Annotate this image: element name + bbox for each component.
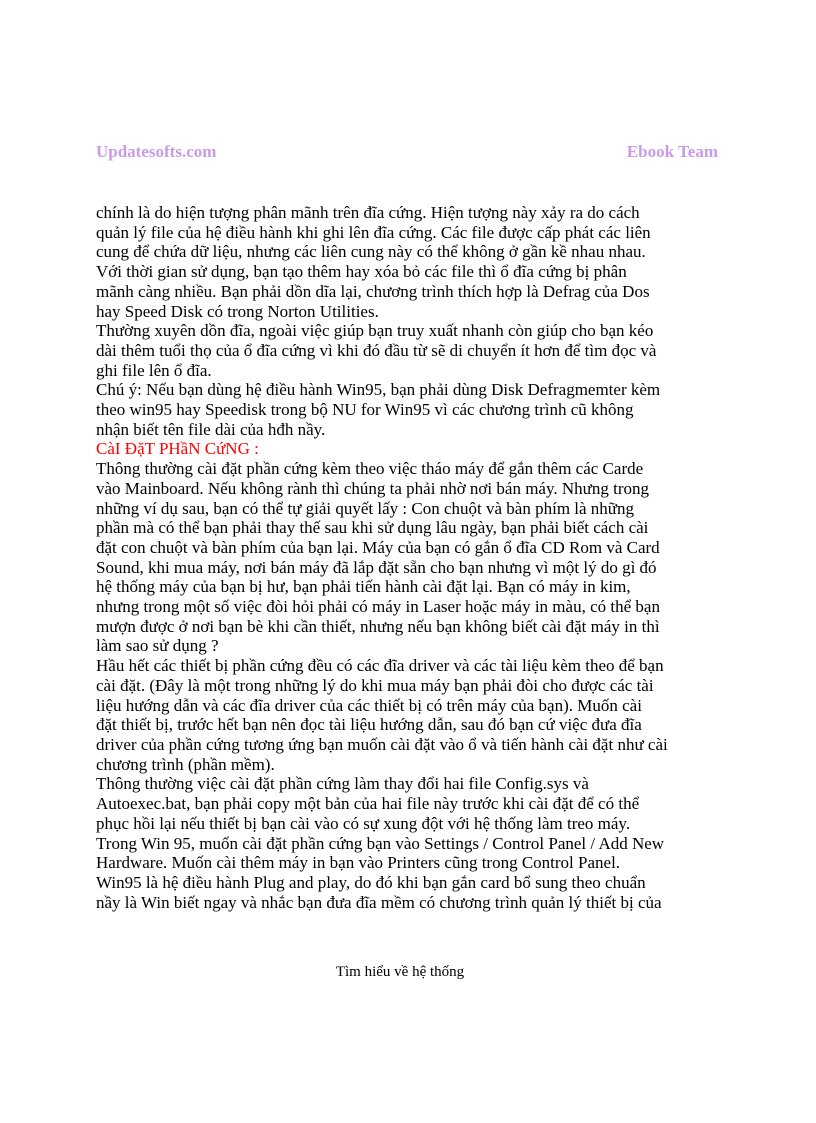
text-line: mượn được ở nơi bạn bè khi cần thiết, nhưng nếu bạn không biết cài đặt máy in thì bbox=[96, 616, 660, 636]
body-text-after-heading bbox=[96, 459, 736, 912]
text-line: Với thời gian sử dụng, bạn tạo thêm hay xóa bỏ các file thì ổ đĩa cứng bị phân bbox=[96, 262, 627, 282]
text-line: những ví dụ sau, bạn có thể tự giải quyết lấy : Con chuột và bàn phím là những bbox=[96, 498, 635, 518]
text-line: Hardware. Muốn cài thêm máy in bạn vào Printers cũng trong Control Panel. bbox=[96, 853, 621, 873]
header-site-name: Updatesofts.com bbox=[96, 142, 217, 161]
text-line: hay Speed Disk có trong Norton Utilities. bbox=[96, 301, 379, 321]
text-line: quản lý file của hệ điều hành khi ghi lên đĩa cứng. Các file được cấp phát các liên bbox=[96, 222, 651, 242]
text-line: làm sao sử dụng ? bbox=[96, 636, 219, 656]
text-line: phục hồi lại nếu thiết bị bạn cài vào có sự xung đột với hệ thống làm treo máy. bbox=[96, 813, 631, 833]
text-line: liệu hướng dẫn và các đĩa driver của các thiết bị có trên máy của bạn). Muốn cài bbox=[96, 695, 642, 715]
text-line: cài đặt. (Đây là một trong những lý do khi mua máy bạn phải đòi cho được các tài bbox=[96, 675, 654, 695]
text-line: đặt con chuột và bàn phím của bạn lại. Máy của bạn có gắn ổ đĩa CD Rom và Card bbox=[96, 537, 660, 557]
text-line: hệ thống máy của bạn bị hư, bạn phải tiến hành cài đặt lại. Bạn có máy in kim, bbox=[96, 577, 631, 597]
text-line: theo win95 hay Speedisk trong bộ NU for Win95 vì các chương trình cũ không bbox=[96, 400, 634, 420]
text-line: nầy là Win biết ngay và nhắc bạn đưa đĩa mềm có chương trình quản lý thiết bị của bbox=[96, 892, 662, 912]
text-line: chương trình (phần mềm). bbox=[96, 754, 275, 774]
text-line: Win95 là hệ điều hành Plug and play, do đó khi bạn gắn card bổ sung theo chuẩn bbox=[96, 872, 646, 892]
section-heading: CàI ĐặT PHầN CứNG : bbox=[96, 439, 259, 459]
text-line: vào Mainboard. Nếu không rành thì chúng ta phải nhờ nơi bán máy. Nhưng trong bbox=[96, 478, 649, 498]
text-line: Trong Win 95, muốn cài đặt phần cứng bạn vào Settings / Control Panel / Add New bbox=[96, 833, 665, 853]
text-line: driver của phần cứng tương ứng bạn muốn cài đặt vào ổ và tiến hành cài đặt như cài bbox=[96, 734, 668, 754]
page-footer: Tìm hiểu về hệ thống bbox=[335, 964, 465, 980]
text-line: đặt thiết bị, trước hết bạn nên đọc tài liệu hướng dẫn, sau đó bạn cứ việc đưa đĩa bbox=[96, 715, 642, 735]
text-line: Thông thường cài đặt phần cứng kèm theo việc tháo máy để gắn thêm các Carde bbox=[96, 459, 644, 479]
text-line: Sound, khi mua máy, nơi bán máy đã lắp đặt sẵn cho bạn nhưng vì một lý do gì đó bbox=[96, 557, 657, 577]
text-line: Thường xuyên dồn đĩa, ngoài việc giúp bạn truy xuất nhanh còn giúp cho bạn kéo bbox=[96, 321, 654, 341]
header-team-name: Ebook Team bbox=[626, 142, 718, 161]
document-body bbox=[96, 203, 736, 912]
text-line: ghi file lên ổ đĩa. bbox=[96, 360, 212, 380]
text-line: dài thêm tuổi thọ của ổ đĩa cứng vì khi đó đầu từ sẽ di chuyển ít hơn để tìm đọc và bbox=[96, 340, 657, 360]
text-line: nhận biết tên file dài của hđh nầy. bbox=[96, 419, 326, 439]
text-line: Chú ý: Nếu bạn dùng hệ điều hành Win95, bạn phải dùng Disk Defragmemter kèm bbox=[96, 380, 661, 400]
text-line: mãnh càng nhiều. Bạn phải dồn dĩa lại, chương trình thích hợp là Defrag của Dos bbox=[96, 281, 650, 301]
text-line: nhưng trong một số việc đòi hỏi phải có máy in Laser hoặc máy in màu, có thể bạn bbox=[96, 597, 660, 617]
text-line: cung để chứa dữ liệu, nhưng các liên cung này có thể không ở gần kề nhau nhau. bbox=[96, 242, 646, 262]
text-line: phần mà có thể bạn phải thay thế sau khi sử dụng lâu ngày, bạn phải biết cách cài bbox=[96, 518, 649, 538]
page-header bbox=[96, 141, 718, 163]
text-line: chính là do hiện tượng phân mãnh trên đĩa cứng. Hiện tượng này xảy ra do cách bbox=[96, 203, 640, 222]
text-line: Thông thường việc cài đặt phần cứng làm thay đổi hai file Config.sys và bbox=[96, 774, 589, 794]
text-line: Hầu hết các thiết bị phần cứng đều có các đĩa driver và các tài liệu kèm theo để bạn bbox=[96, 656, 664, 676]
text-line: Autoexec.bat, bạn phải copy một bản của hai file này trước khi cài đặt để có thể bbox=[96, 794, 640, 814]
body-text-before-heading bbox=[96, 203, 736, 439]
